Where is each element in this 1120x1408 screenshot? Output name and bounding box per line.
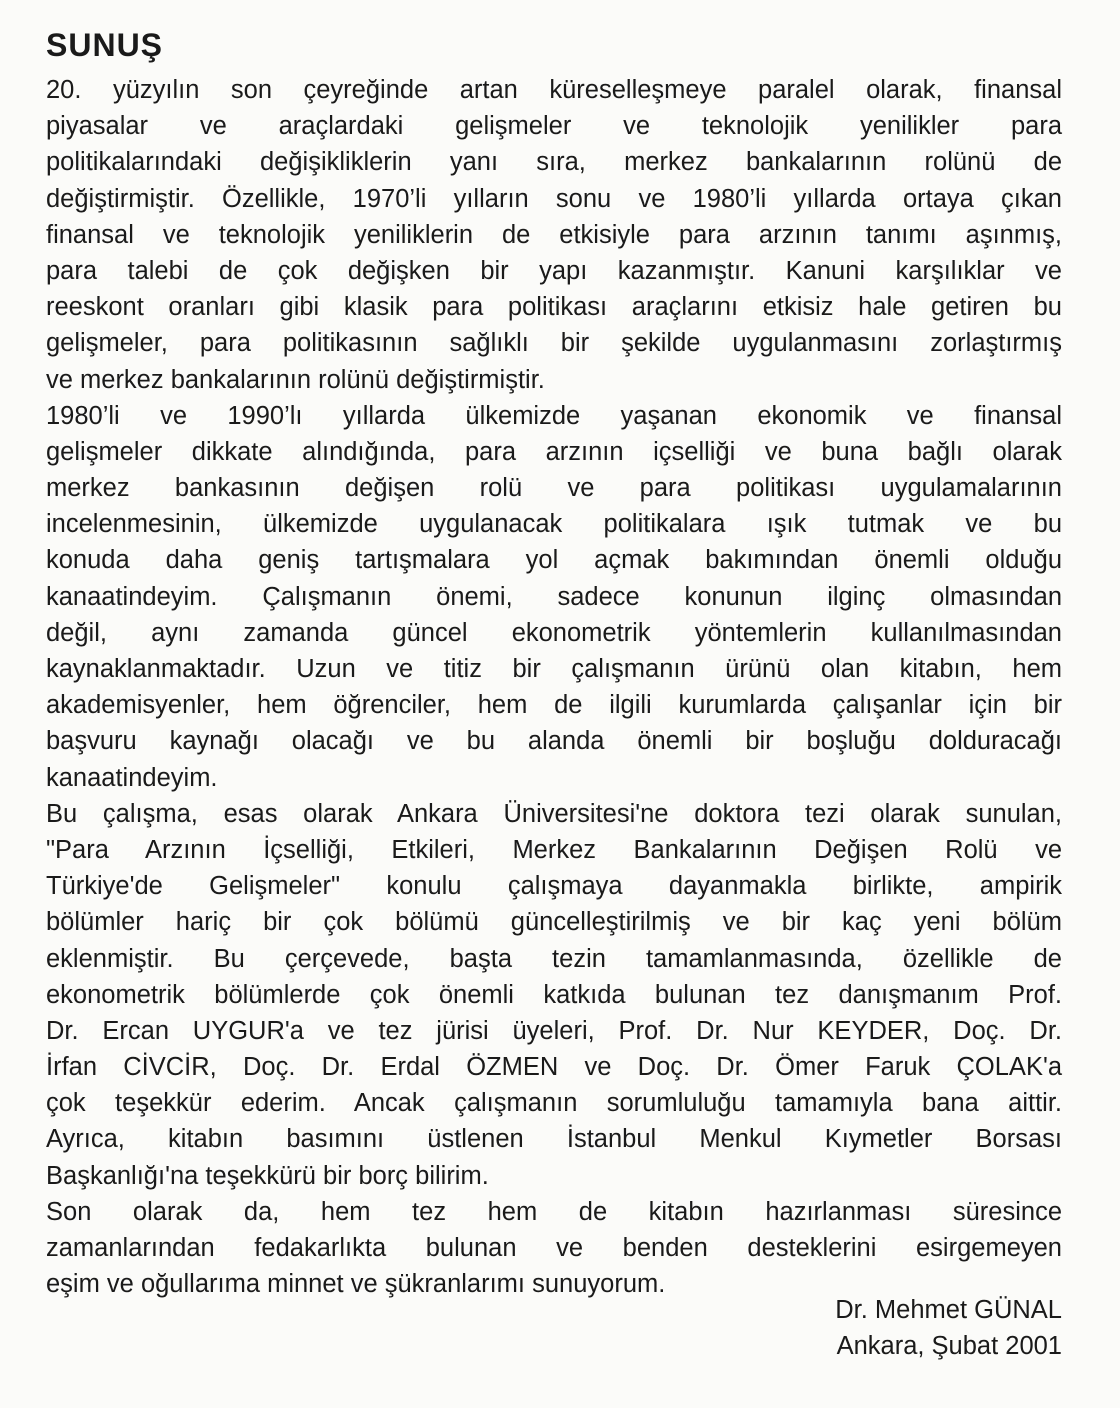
text-line: Ayrıca, kitabın basımını üstlenen İstanbul Menkul Kıymetler Borsası [46, 1125, 1062, 1154]
text-line: başvuru kaynağı olacağı ve bu alanda önemli bir boşluğu dolduracağı [46, 727, 1062, 756]
text-line: eklenmiştir. Bu çerçevede, başta tezin tamamlanmasında, özellikle de [46, 944, 1062, 973]
text-line: finansal ve teknolojik yeniliklerin de etkisiyle para arzının tanımı aşınmış, [46, 220, 1062, 249]
paragraph [46, 1194, 1062, 1303]
text-line: Dr. Ercan UYGUR'a ve tez jürisi üyeleri, Prof. Dr. Nur KEYDER, Doç. Dr. [46, 1016, 1062, 1045]
text-line: kaynaklanmaktadır. Uzun ve titiz bir çalışmanın ürünü olan kitabın, hem [46, 655, 1062, 683]
text-line: piyasalar ve araçlardaki gelişmeler ve teknolojik yenilikler para [46, 112, 1062, 141]
text-line: akademisyenler, hem öğrenciler, hem de ilgili kurumlarda çalışanlar için bir [46, 691, 1062, 720]
paragraph [46, 398, 1062, 796]
document-page [46, 24, 1062, 1302]
text-line: ekonometrik bölümlerde çok önemli katkıda bulunan tez danışmanım Prof. [46, 980, 1062, 1009]
text-line: politikalarındaki değişikliklerin yanı sıra, merkez bankalarının rolünü de [46, 148, 1062, 177]
text-line: "Para Arzının İçselliği, Etkileri, Merkez Bankalarının Değişen Rolü ve [46, 835, 1062, 864]
signature-block [835, 1292, 1062, 1364]
text-line: Türkiye'de Gelişmeler" konulu çalışmaya dayanmakla birlikte, ampirik [46, 872, 1062, 901]
text-line: para talebi de çok değişken bir yapı kazanmıştır. Kanuni karşılıklar ve [46, 256, 1062, 285]
text-line: Başkanlığı'na teşekkürü bir borç bilirim. [46, 1161, 489, 1190]
text-line: 1980’li ve 1990’lı yıllarda ülkemizde yaşanan ekonomik ve finansal [46, 401, 1062, 430]
text-line: gelişmeler dikkate alındığında, para arzının içselliği ve buna bağlı olarak [46, 437, 1062, 466]
text-line: Bu çalışma, esas olarak Ankara Üniversitesi'ne doktora tezi olarak sunulan, [46, 799, 1062, 828]
text-line: değiştirmiştir. Özellikle, 1970’li yılların sonu ve 1980’li yıllarda ortaya çıkan [46, 184, 1062, 213]
text-line: Son olarak da, hem tez hem de kitabın hazırlanması süresince [46, 1197, 1062, 1226]
place-date: Ankara, Şubat 2001 [836, 1332, 1062, 1360]
page-title: SUNUŞ [46, 27, 164, 63]
text-line: bölümler hariç bir çok bölümü güncelleştirilmiş ve bir kaç yeni bölüm [46, 908, 1062, 937]
paragraph [46, 72, 1062, 398]
body-text [46, 72, 1062, 1302]
text-line: gelişmeler, para politikasının sağlıklı bir şekilde uygulanmasını zorlaştırmış [46, 329, 1062, 358]
text-line: 20. yüzyılın son çeyreğinde artan küreselleşmeye paralel olarak, finansal [46, 76, 1062, 104]
text-line: kanaatindeyim. Çalışmanın önemi, sadece konunun ilginç olmasından [46, 582, 1062, 611]
paragraph [46, 796, 1062, 1194]
text-line: reeskont oranları gibi klasik para politikası araçlarını etkisiz hale getiren bu [46, 293, 1062, 322]
text-line: çok teşekkür ederim. Ancak çalışmanın sorumluluğu tamamıyla bana aittir. [46, 1089, 1062, 1118]
text-line: eşim ve oğullarıma minnet ve şükranlarımı sunuyorum. [46, 1270, 666, 1299]
text-line: merkez bankasının değişen rolü ve para politikası uygulamalarının [46, 474, 1062, 503]
text-line: zamanlarından fedakarlıkta bulunan ve benden desteklerini esirgemeyen [46, 1234, 1062, 1262]
text-line: incelenmesinin, ülkemizde uygulanacak politikalara ışık tutmak ve bu [46, 510, 1062, 539]
author-name: Dr. Mehmet GÜNAL [835, 1296, 1062, 1324]
text-line: İrfan CİVCİR, Doç. Dr. Erdal ÖZMEN ve Doç. Dr. Ömer Faruk ÇOLAK'a [46, 1053, 1062, 1082]
text-line: kanaatindeyim. [46, 763, 218, 792]
text-line: ve merkez bankalarının rolünü değiştirmiştir. [46, 365, 545, 394]
text-line: konuda daha geniş tartışmalara yol açmak bakımından önemli olduğu [46, 546, 1062, 575]
text-line: değil, aynı zamanda güncel ekonometrik yöntemlerin kullanılmasından [46, 618, 1062, 647]
